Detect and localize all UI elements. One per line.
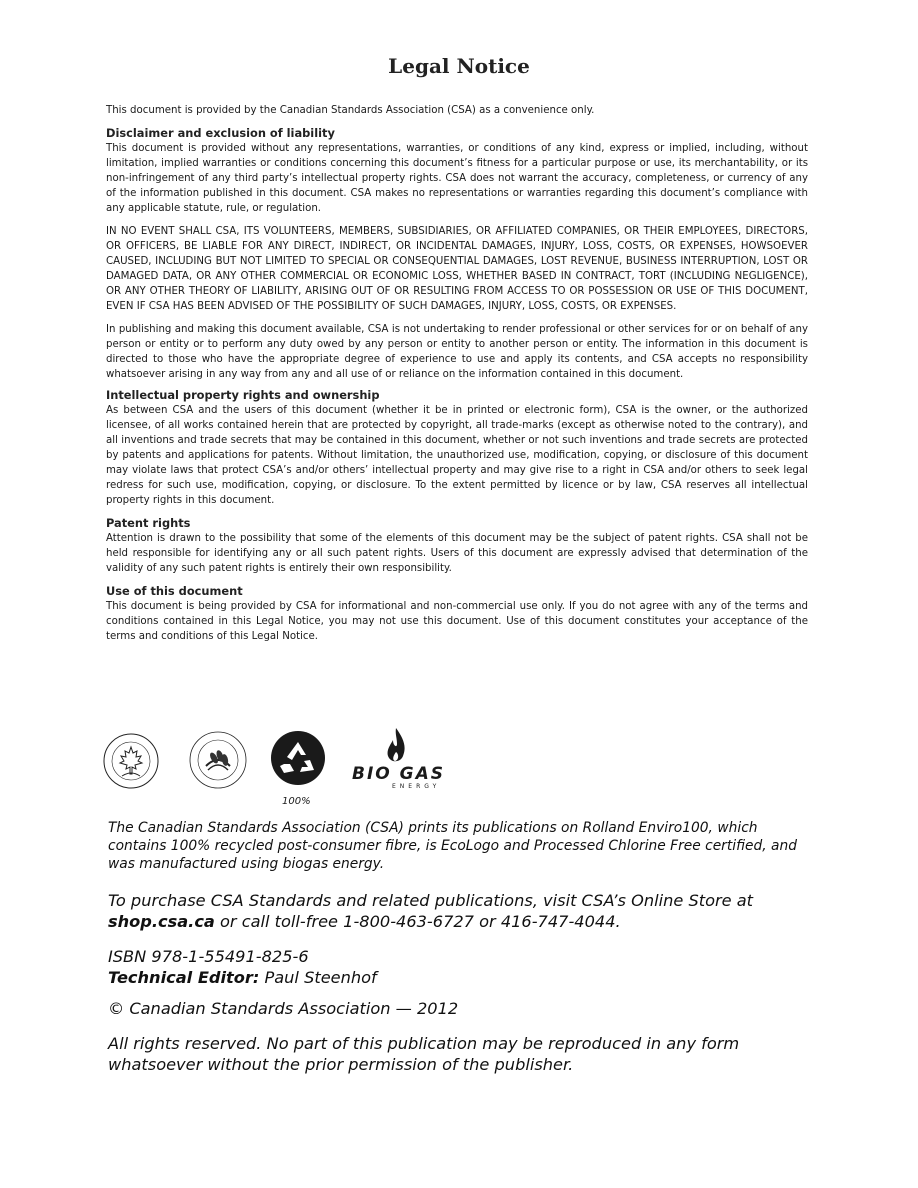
recycle-caption: 100%: [282, 796, 311, 807]
editor-label: Technical Editor:: [108, 968, 260, 987]
patent-paragraph: Attention is drawn to the possibility that some of the elements of this document may be the subject of patent rights. CSA shall not be held responsible for identifying any or all such patent rights. Users of this document are expressly advised that determination of the validity of any such patent rights is entirely their own responsibility.: [106, 533, 808, 574]
purchase-info: [108, 890, 818, 932]
biogas-wordmark: BIO GAS: [352, 764, 446, 784]
copyright: © Canadian Standards Association — 2012: [108, 999, 459, 1018]
rights-statement: All rights reserved. No part of this publication may be reproduced in any form whatsoever without the prior permission of the publisher.: [108, 1034, 740, 1074]
disclaimer-paragraph-2: IN NO EVENT SHALL CSA, ITS VOLUNTEERS, MEMBERS, SUBSIDIARIES, OR AFFILIATED COMPANIES, OR THEIR EMPLOYEES, DIRECTORS, OR OFFICERS, BE LIABLE FOR ANY DIRECT, INDIRECT, OR INCIDENTAL DAMAGES, INJURY, LOSS, COSTS, OR EXPENSES, HOWSOEVER CAUSED, INCLUDING BUT NOT LIMITED TO SPECIAL OR CONSEQUENTIAL DAMAGES, LOST REVENUE, BUSINESS INTERRUPTION, LOST OR DAMAGED DATA, OR ANY OTHER COMMERCIAL OR ECONOMIC LOSS, WHETHER BASED IN CONTRACT, TORT (INCLUDING NEGLIGENCE), OR ANY OTHER THEORY OF LIABILITY, ARISING OUT OF OR RESULTING FROM ACCESS TO OR POSSESSION OR USE OF THIS DOCUMENT, EVEN IF CSA HAS BEEN ADVISED OF THE POSSIBILITY OF SUCH DAMAGES, INJURY, LOSS, COSTS, OR EXPENSES.: [106, 226, 808, 312]
ip-heading: Intellectual property rights and ownership: [106, 388, 380, 402]
recycle-icon: [270, 730, 326, 788]
ip-paragraph: As between CSA and the users of this document (whether it be in printed or electronic form), CSA is the owner, or the authorized licensee, of all works contained herein that are protected by copyright, all trade-marks (except as otherwise noted to the contrary), and all inventions and trade secrets that may be contained in this document, whether or not such inventions and trade secrets are protected by patents and applications for patents. Without limitation, the unauthorized use, modification, copying, or disclosure of this document may violate laws that protect CSA’s and/or others’ intellectual property and may give rise to a right in CSA and/or others to seek legal redress for such use, modification, copying, or disclosure. To the extent permitted by licence or by law, CSA reserves all intellectual property rights in this document.: [106, 405, 808, 506]
ecologo-icon: [102, 732, 160, 790]
biogas-flame-icon: [383, 726, 409, 766]
legal-body: [106, 103, 808, 644]
printing-note: The Canadian Standards Association (CSA) prints its publications on Rolland Enviro100, which contains 100% recycled post-consumer fibre, is EcoLogo and Processed Chlorine Free certified, and was manufactured using biogas energy.: [108, 820, 797, 872]
patent-heading: Patent rights: [106, 516, 191, 530]
disclaimer-paragraph-1: This document is provided without any representations, warranties, or conditions of any kind, express or implied, including, without limitation, implied warranties or conditions concerning this document’s fitness for a particular purpose or use, its merchantability, or its non-infringement of any third party’s intellectual property rights. CSA does not warrant the accuracy, completeness, or currency of any of the information published in this document. CSA makes no representations or warranties regarding this document’s compliance with any applicable statute, rule, or regulation.: [106, 143, 808, 214]
editor-name: Paul Steenhof: [259, 968, 377, 987]
technical-editor: [108, 967, 818, 988]
use-paragraph: This document is being provided by CSA for informational and non-commercial use only. If you do not agree with any of the terms and conditions contained in this Legal Notice, you may not use this document. Use of this document constitutes your acceptance of the terms and conditions of this Legal Notice.: [106, 601, 808, 642]
biogas-subtitle: ENERGY: [392, 783, 441, 790]
purchase-text-after: or call toll-free 1-800-463-6727 or 416-747-4044.: [214, 912, 621, 931]
disclaimer-heading: Disclaimer and exclusion of liability: [106, 126, 335, 140]
store-link[interactable]: shop.csa.ca: [108, 912, 215, 931]
intro-paragraph: This document is provided by the Canadian Standards Association (CSA) as a convenience only.: [106, 105, 595, 116]
isbn: ISBN 978-1-55491-825-6: [108, 947, 309, 966]
page-title: Legal Notice: [388, 54, 530, 78]
certification-logos: [100, 726, 460, 816]
purchase-text-before: To purchase CSA Standards and related publications, visit CSA’s Online Store at: [108, 891, 753, 910]
use-heading: Use of this document: [106, 584, 243, 598]
disclaimer-paragraph-3: In publishing and making this document available, CSA is not undertaking to render professional or other services for or on behalf of any person or entity or to perform any duty owed by any person or entity to another person or entity. The information in this document is directed to those who have the appropriate degree of experience to use and apply its contents, and CSA accepts no responsibility whatsoever arising in any way from any and all use of or reliance on the information contained in this document.: [106, 324, 808, 380]
processed-chlorine-free-icon: [188, 730, 248, 790]
